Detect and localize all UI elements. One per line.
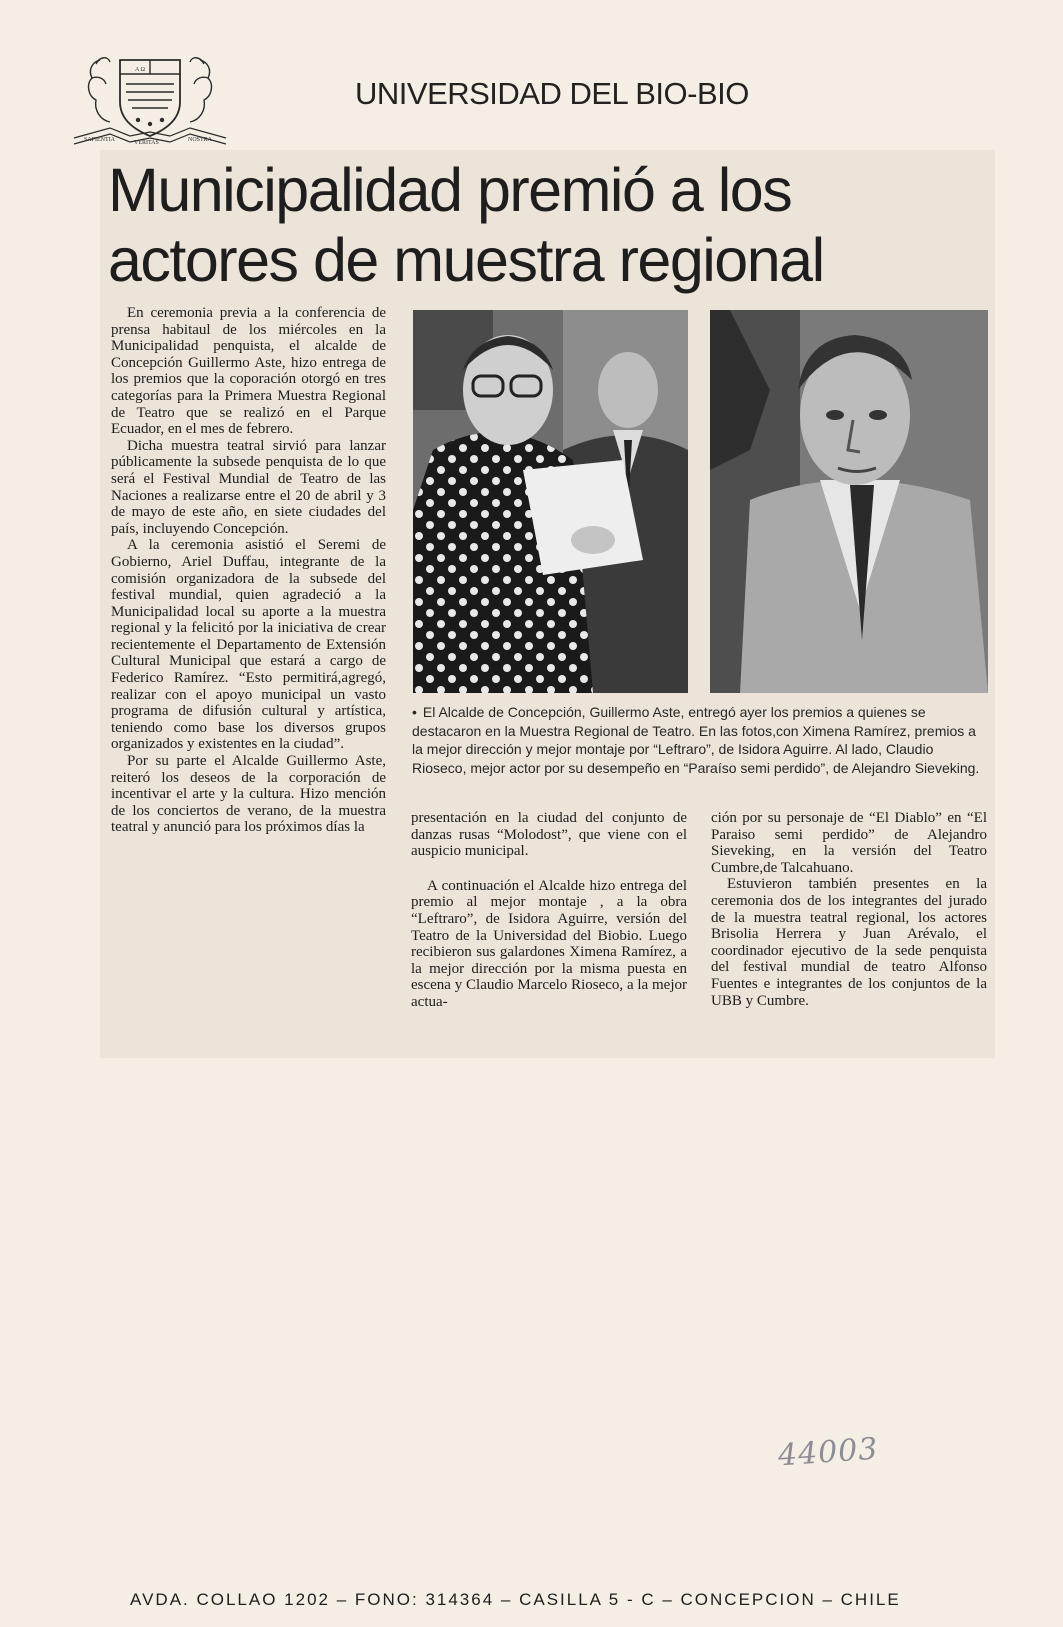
footer-address: AVDA. COLLAO 1202 – FONO: 314364 – CASILLA 5 - C – CONCEPCION – CHILE xyxy=(130,1590,901,1609)
photo-2-image xyxy=(710,310,988,693)
article-column-2 xyxy=(411,810,687,1011)
caption-text: El Alcalde de Concepción, Guillermo Aste, entregó ayer los premios a quienes se destacaron en la Muestra Regional de Teatro. En las fotos,con Ximena Ramírez, premios a la mejor dirección y mejor montaje por “Leftraro”, de Isidora Aguirre. Al lado, Claudio Rioseco, mejor actor por su desempeño en “Paraíso semi perdido”, de Alejandro Sieveking. xyxy=(412,704,980,776)
crest-motto-3: NOSTRA xyxy=(188,137,213,143)
headline-line-1: Municipalidad premió a los xyxy=(108,156,792,224)
photo-caption xyxy=(412,703,988,777)
crest-icon xyxy=(70,40,230,150)
article-column-3 xyxy=(711,810,987,1009)
paragraph: En ceremonia previa a la conferencia de prensa habitaul de los miércoles en la Municipalidad penquista, el alcalde de Concepción Guillermo Aste, hizo entrega de los premios que la coporación otorgó en tres categorías para la Primera Muestra Regional de Teatro que se realizó en el Parque Ecuador, en el mes de febrero. xyxy=(111,305,386,438)
headline-line-2: actores de muestra regional xyxy=(108,226,824,294)
caption-bullet: • xyxy=(412,704,417,720)
paragraph: ción por su personaje de “El Diablo” en “El Paraiso semi perdido” de Alejandro Sieveking, en la versión del Teatro Cumbre,de Talcahuano. xyxy=(711,810,987,876)
photo-mayor-with-award-winners xyxy=(413,310,688,693)
paragraph-gap xyxy=(411,860,687,878)
paragraph: presentación en la ciudad del conjunto de danzas rusas “Molodost”, que viene con el auspicio municipal. xyxy=(411,810,687,860)
paragraph: Por su parte el Alcalde Guillermo Aste, reiteró los deseos de la corporación de incentivar el arte y la cultura. Hizo mención de los conciertos de verano, de la muestra teatral y anunció para los próximos días la xyxy=(111,753,386,836)
handwritten-archive-number: 44003 xyxy=(776,1431,880,1474)
paragraph: Estuvieron también presentes en la ceremonia dos de los integrantes del jurado de la muestra teatral regional, los actores Brisolia Herrera y Juan Arévalo, el coordinador ejecutivo de la sede penquista del festival mundial de teatro Alfonso Fuentes e integrantes de los conjuntos de la UBB y Cumbre. xyxy=(711,876,987,1009)
photo-actor-portrait xyxy=(710,310,988,693)
article-headline xyxy=(108,155,988,295)
paragraph: Dicha muestra teatral sirvió para lanzar públicamente la subsede penquista de lo que será el Festival Mundial de Teatro de las Naciones a realizarse entre el 20 de abril y 3 de mayo de este año, en siete ciudades del país, incluyendo Concepción. xyxy=(111,437,386,537)
crest-motto-2: VERITAS xyxy=(134,140,159,146)
institution-name: UNIVERSIDAD DEL BIO-BIO xyxy=(355,76,749,111)
university-crest-logo xyxy=(70,40,230,150)
photo-1-image xyxy=(413,310,688,693)
article-column-1 xyxy=(111,305,386,836)
paragraph: A continuación el Alcalde hizo entrega del premio al mejor montaje , a la obra “Leftraro”, de Isidora Aguirre, versión del Teatro de la Universidad del Biobio. Luego recibieron sus galardones Ximena Ramírez, a la mejor dirección por la misma puesta en escena y Claudio Marcelo Rioseco, a la mejor actua- xyxy=(411,877,687,1010)
crest-motto-1: SAPIENTIA xyxy=(84,137,115,143)
crest-letters: A Ω xyxy=(135,67,145,73)
paragraph: A la ceremonia asistió el Seremi de Gobierno, Ariel Duffau, integrante de la comisión organizadora de la subsede del festival mundial, quien agradeció a la Municipalidad local su aporte a la muestra regional y la felicitó por la iniciativa de crear recientemente el Departamento de Extensión Cultural Municipal que estará a cargo de Federico Ramírez. “Esto permitirá,agregó, realizar con el apoyo municipal un vasto programa de difusión cultural y artística, teniendo como base los diversos grupos organizados y existentes en la ciudad”. xyxy=(111,537,386,753)
